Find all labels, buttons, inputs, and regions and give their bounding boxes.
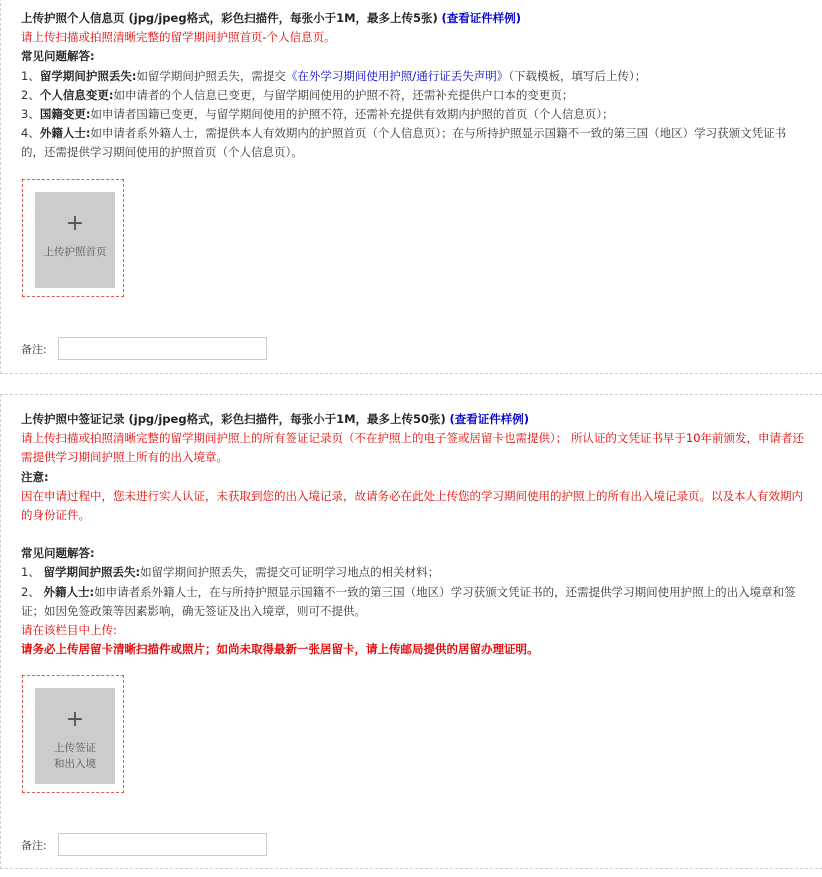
passport-info-section xyxy=(0,0,822,374)
faq-text: 如留学期间护照丢失，需提交可证明学习地点的相关材料； xyxy=(140,565,440,580)
remark-label: 备注: xyxy=(21,839,47,852)
passport-info-title-line xyxy=(21,9,807,28)
spacer xyxy=(21,525,807,544)
faq-text: 如申请者系外籍人士，需提供本人有效期内的护照首页（个人信息页）；在与所持护照显示国籍不一致的第三国（地区）学习获颁文凭证书的，还需提供学习期间使用的护照首页（个人信息页）。 xyxy=(21,126,787,160)
faq-text: 如申请者系外籍人士，在与所持护照显示国籍不一致的第三国（地区）学习获颁文凭证书的，还需提供学习期间使用护照上的出入境章和签证；如因免签政策等因素影响，确无签证及出入境章，则可不提供。 xyxy=(21,584,796,618)
plus-icon: + xyxy=(65,707,85,732)
passport-info-notice: 请上传扫描或拍照清晰完整的留学期间护照首页-个人信息页。 xyxy=(21,30,336,45)
faq-num: 2、 xyxy=(21,584,40,599)
passport-info-content xyxy=(21,9,807,163)
faq-text-post: （下载模板，填写后上传）； xyxy=(508,68,647,83)
faq-text: 如申请者国籍已变更，与留学期间使用的护照不符，还需补充提供有效期内护照的首页（个人信息页）； xyxy=(90,107,614,122)
faq-text: 如留学期间护照丢失，需提交 xyxy=(136,68,286,83)
visa-remark-row xyxy=(21,833,281,857)
passport-faq-heading: 常见问题解答: xyxy=(21,49,95,64)
passport-sample-link[interactable]: (查看证件样例) xyxy=(441,11,521,25)
faq-bold: 外籍人士: xyxy=(39,126,91,141)
passport-info-title: 上传护照个人信息页 (jpg/jpeg格式，彩色扫描件，每张小于1M，最多上传5张) xyxy=(21,11,438,25)
faq-item-passport-lost xyxy=(21,563,807,582)
upload-passport-first-page-button[interactable] xyxy=(35,192,115,288)
faq-item-passport-lost xyxy=(21,67,807,86)
faq-item-info-change xyxy=(21,86,807,105)
visa-records-title: 上传护照中签证记录 (jpg/jpeg格式，彩色扫描件，每张小于1M，最多上传50张) xyxy=(21,412,446,426)
faq-text: 如申请者的个人信息已变更，与留学期间使用的护照不符，还需补充提供户口本的变更页； xyxy=(113,87,574,102)
faq-bold: 国籍变更: xyxy=(39,107,91,122)
visa-notice: 请上传扫描或拍照清晰完整的留学期间护照上的所有签证记录页（不在护照上的电子签或居留卡也需提供）； 所认证的文凭证书早于10年前颁发，申请者还需提供学习期间护照上所有的出入境章。 xyxy=(21,431,805,465)
column-prompt: 请在该栏目中上传: xyxy=(21,623,117,638)
faq-bold: 外籍人士: xyxy=(43,584,95,599)
remark-label: 备注: xyxy=(21,343,47,356)
faq-bold: 留学期间护照丢失: xyxy=(43,565,141,580)
attention-heading: 注意: xyxy=(21,469,49,484)
loss-statement-link[interactable]: 《在外学习期间使用护照/通行证丢失声明》 xyxy=(285,68,509,83)
passport-remark-row xyxy=(21,337,281,361)
passport-upload-box xyxy=(22,179,124,297)
faq-num: 1、 xyxy=(21,68,40,83)
upload-visa-label-line1: 上传签证 xyxy=(54,742,96,754)
faq-item-foreigner xyxy=(21,583,807,621)
faq-num: 4、 xyxy=(21,126,40,141)
faq-num: 1、 xyxy=(21,565,40,580)
visa-upload-box xyxy=(22,675,124,793)
residence-notice: 请务必上传居留卡清晰扫描件或照片；如尚未取得最新一张居留卡，请上传邮局提供的居留办理证明。 xyxy=(21,642,539,657)
visa-sample-link[interactable]: (查看证件样例) xyxy=(449,412,529,426)
attention-text: 因在申请过程中，您未进行实人认证，未获取到您的出入境记录，故请务必在此处上传您的学习期间使用的护照上的所有出入境记录页。以及本人有效期内的身份证件。 xyxy=(21,488,803,523)
faq-bold: 个人信息变更: xyxy=(39,87,114,102)
faq-item-foreigner xyxy=(21,124,807,162)
upload-visa-label xyxy=(35,740,115,772)
visa-title-line xyxy=(21,410,807,429)
faq-num: 2、 xyxy=(21,87,40,102)
visa-faq-heading: 常见问题解答: xyxy=(21,546,95,561)
passport-remark-input[interactable] xyxy=(58,337,267,360)
upload-visa-button[interactable] xyxy=(35,688,115,784)
visa-records-section xyxy=(0,394,822,869)
faq-item-nationality-change xyxy=(21,105,807,124)
upload-visa-label-line2: 和出入境 xyxy=(54,758,96,770)
visa-remark-input[interactable] xyxy=(58,833,267,856)
plus-icon: + xyxy=(65,211,85,236)
faq-bold: 留学期间护照丢失: xyxy=(39,68,137,83)
upload-passport-label: 上传护照首页 xyxy=(43,246,107,258)
faq-num: 3、 xyxy=(21,107,40,122)
visa-records-content xyxy=(21,410,807,659)
